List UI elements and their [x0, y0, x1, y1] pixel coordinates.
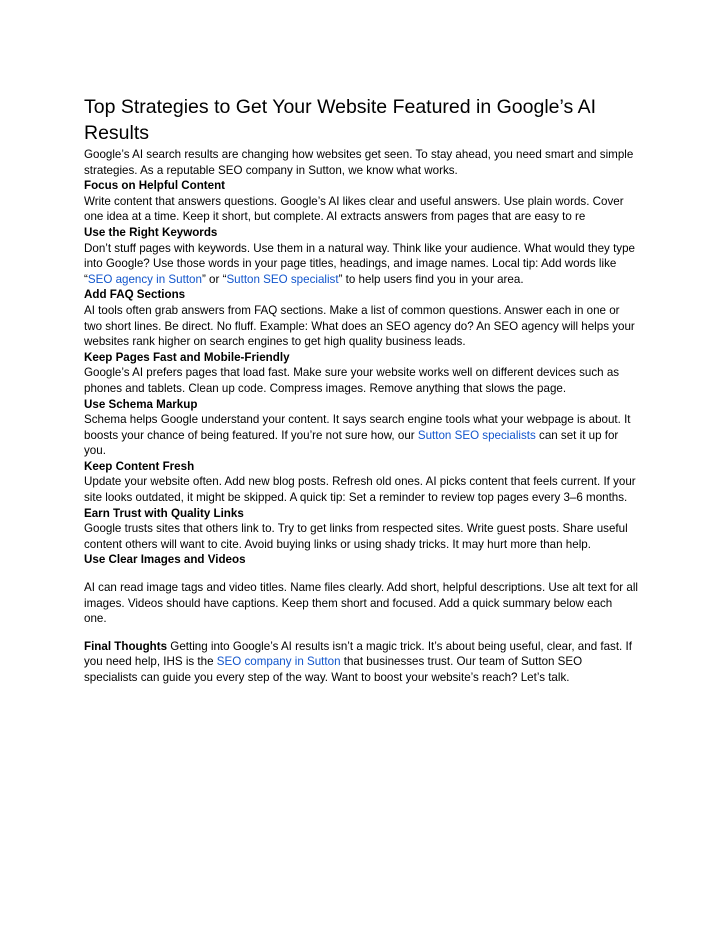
- schema-text-after: can set it up for you.: [84, 428, 619, 458]
- section-heading-fast-mobile: Keep Pages Fast and Mobile-Friendly: [84, 350, 290, 364]
- seo-company-sutton-link[interactable]: SEO company in Sutton: [216, 655, 341, 669]
- section-heading-fresh: Keep Content Fresh: [84, 459, 195, 473]
- sutton-seo-specialist-link[interactable]: Sutton SEO specialist: [226, 272, 339, 286]
- section-body-fresh: Update your website often. Add new blog posts. Refresh old ones. AI picks content that feels current. If your site looks outdated, it might be skipped. A quick tip: Set a reminder to review top pages every 3–6 months.: [84, 475, 636, 505]
- section-body-keywords: [84, 241, 638, 288]
- section-body-helpful-content: Write content that answers questions. Google’s AI likes clear and useful answers. Use plain words. Cover one idea at a time. Keep it short, but complete. AI extracts answers from pages that are easy to re: [84, 194, 624, 224]
- intro-paragraph: Google’s AI search results are changing how websites get seen. To stay ahead, you need smart and simple strategies. As a reputable SEO company in Sutton, we know what works.: [84, 148, 634, 177]
- section-body-images-videos: AI can read image tags and video titles. Name files clearly. Add short, helpful descriptions. Use alt text for all images. Videos should have captions. Keep them short and focused. Add a quick summary below each one.: [84, 581, 638, 626]
- keywords-text-mid: ” or “: [201, 272, 227, 286]
- sutton-seo-specialists-link[interactable]: Sutton SEO specialists: [417, 428, 536, 442]
- section-heading-helpful-content: Focus on Helpful Content: [84, 179, 226, 193]
- keywords-text-before: Don’t stuff pages with keywords. Use them in a natural way. Think like your audience. What would they type into Google? Use those words in your page titles, headings, and image names. Local tip: Add words like “: [84, 241, 635, 286]
- page-title: Top Strategies to Get Your Website Featured in Google’s AI Results: [84, 96, 597, 144]
- section-body-fast-mobile: Google’s AI prefers pages that load fast. Make sure your website works well on different devices such as phones and tablets. Clean up code. Compress images. Remove anything that slows the page.: [84, 366, 620, 395]
- section-body-faq: AI tools often grab answers from FAQ sections. Make a list of common questions. Answer each in one or two short lines. Be direct. No fluff. Example: What does an SEO agency do? An SEO agency will helps your websites rank higher on search engines to get high quality business leads.: [84, 303, 635, 349]
- section-heading-keywords: Use the Right Keywords: [84, 225, 218, 239]
- final-thoughts-paragraph: [84, 639, 638, 686]
- spacer: [84, 568, 638, 580]
- final-thoughts-heading: Final Thoughts: [84, 639, 168, 653]
- section-heading-images-videos: Use Clear Images and Videos: [84, 553, 246, 567]
- final-text-after: that businesses trust. Our team of Sutton SEO specialists can guide you every step of the way. Want to boost your website’s reach? Let’s talk.: [84, 655, 583, 684]
- spacer: [84, 627, 638, 639]
- final-text-before: Getting into Google’s AI results isn’t a magic trick. It’s about being useful, clear, and fast. If you need help, IHS is the: [84, 639, 632, 669]
- section-heading-faq: Add FAQ Sections: [84, 288, 186, 302]
- seo-agency-sutton-link[interactable]: SEO agency in Sutton: [87, 272, 202, 286]
- section-body-trust: Google trusts sites that others link to. Try to get links from respected sites. Write guest posts. Share useful content others will want to cite. Avoid buying links or using shady tricks. It may hurt more than help.: [84, 522, 628, 551]
- section-heading-schema: Use Schema Markup: [84, 397, 198, 411]
- section-heading-trust: Earn Trust with Quality Links: [84, 506, 244, 520]
- section-body-schema: [84, 412, 638, 459]
- keywords-text-after: ” to help users find you in your area.: [338, 272, 524, 286]
- schema-text-before: Schema helps Google understand your content. It says search engine tools what your webpage is about. It boosts your chance of being featured. If you’re not sure how, our: [84, 413, 631, 442]
